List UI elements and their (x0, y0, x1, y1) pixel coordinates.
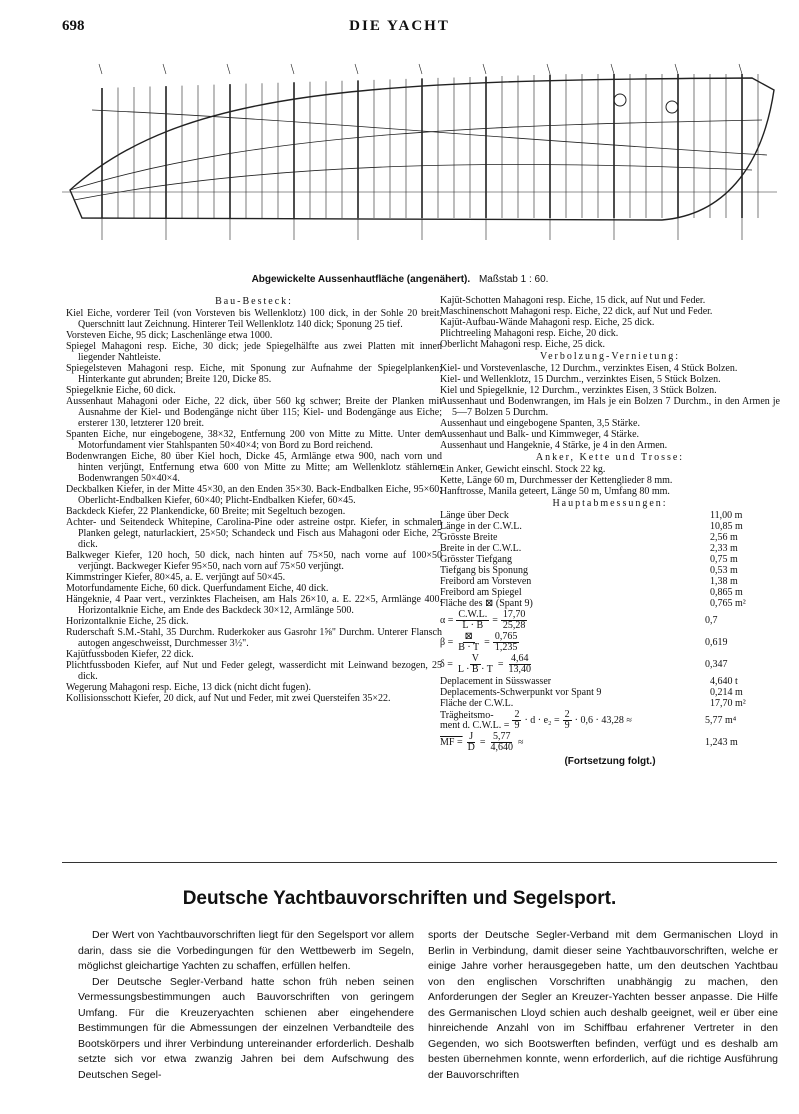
beta-num1: ⊠ (464, 631, 473, 642)
schott-entry: Plichtreeling Mahagoni resp. Eiche, 20 dick. (440, 328, 619, 339)
bau-entry: Bodenwrangen Eiche, 80 über Kiel hoch, Dicke 45, Armlänge etwa 900, nach vorn und hinten verjüngt, Entfernung etwa 600 von Mitte zu Mitte; am Wellenklotz stählerne Bodenwrangen 50×40×4. (66, 451, 442, 484)
measurement-value: 4,640 t (710, 676, 738, 687)
bau-entry: Kimmstringer Kiefer, 80×45, a. E. verjüngt auf 50×45. (66, 572, 286, 583)
measurement-label: Breite in der C.W.L. (440, 543, 522, 554)
article-paragraph-2: Der Deutsche Segler-Verband hatte schon früh neben seinen Vermessungsbestimmungen auch Bauvorschriften von geringem Umfang. Für die Kreuzeryachten schienen aber eingehendere Bestimmungen für die Abmessungen der einzelnen Verbandteile des Bootskörpers und ihrer Verbindung untereinander erforderlich. Deshalb setzte sich vor etwa zwanzig Jahren bei dem Aufschwung des Deutschen Segel- (78, 975, 414, 1081)
measurement-row (440, 532, 780, 543)
delta-formula (440, 654, 780, 675)
anker-heading: Anker, Kette und Trosse: (535, 452, 685, 463)
bau-list (66, 308, 442, 704)
bolz-entry: Aussenhaut und Bodenwrangen, im Hals je ein Bolzen 7 Durchm., in den Armen je 5—7 Bolzen 5 Durchm. (440, 396, 780, 418)
mf-eq: = (479, 737, 486, 748)
bolz-entry: Aussenhaut und Hangeknie, 4 Stärke, je 4 in den Armen. (440, 440, 668, 451)
measurement-row (440, 676, 780, 687)
alpha-value: 0,7 (705, 615, 718, 626)
alpha-num2: 17,70 (502, 609, 526, 620)
measurement-row (440, 598, 780, 609)
mf-den1: D (467, 742, 475, 753)
continued-note: (Fortsetzung folgt.) (564, 756, 656, 767)
measurement-label: Freibord am Spiegel (440, 587, 522, 598)
measurement-row (440, 698, 780, 709)
measurement-label: Grösster Tiefgang (440, 554, 512, 565)
alpha-formula (440, 610, 780, 631)
measurement-row (440, 543, 780, 554)
bolz-entry: Kiel- und Vorstevenlasche, 12 Durchm., verzinktes Eisen, 4 Stück Bolzen. (440, 363, 738, 374)
bau-entry: Spiegelknie Eiche, 60 dick. (66, 385, 176, 396)
bau-entry: Ruderschaft S.M.-Stahl, 35 Durchm. Ruderkoker aus Gasrohr 1⅝" Durchm. Unterer Flansch autogen angeschweisst, Durchmesser 3½". (66, 627, 442, 649)
measurement-value: 1,38 m (710, 576, 738, 587)
delta-eq: = (497, 659, 504, 670)
measurement-row (440, 565, 780, 576)
beta-lhs: β = (440, 637, 454, 648)
measurement-label: Tiefgang bis Sponung (440, 565, 528, 576)
traeg-label1: Trägheitsmo- (440, 709, 494, 721)
beta-formula (440, 632, 780, 653)
haupt-heading: Hauptabmessungen: (552, 498, 668, 509)
bau-entry: Spiegel Mahagoni resp. Eiche, 30 dick; jede Spiegelhälfte aus zwei Platten mit innen liegender Nahtleiste. (66, 341, 442, 363)
mf-num1: J (469, 731, 474, 742)
mf-lhs: MF = (440, 737, 463, 748)
caption-text: Abgewickelte Aussenhautfläche (angenähert). (251, 274, 471, 285)
haupt-list-2 (440, 676, 780, 709)
anker-list (440, 464, 780, 497)
mf-value: 1,243 m (705, 737, 738, 748)
figure-caption (60, 274, 740, 285)
traeg-den2: 9 (564, 720, 570, 731)
measurement-value: 10,85 m (710, 521, 743, 532)
hull-plating-drawing (62, 50, 777, 270)
bolz-entry: Kiel und Spiegelknie, 12 Durchm., verzinktes Eisen, 3 Stück Bolzen. (440, 385, 717, 396)
article-right-column (428, 928, 778, 1083)
alpha-lhs: α = (440, 615, 454, 626)
alpha-eq: = (492, 615, 498, 626)
bau-entry: Aussenhaut Mahagoni oder Eiche, 22 dick, über 560 kg schwer; Breite der Planken mit Ausnahme der Kiel- und Bodengänge nicht über 115; Kiel- und Bodengänge aus Eiche; ersterer 130, letzterer 120 breit. (66, 396, 442, 429)
bolz-entry: Aussenhaut und Balk- und Kimmweger, 4 Stärke. (440, 429, 640, 440)
beta-eq: = (484, 637, 490, 648)
bau-entry: Horizontalknie Eiche, 25 dick. (66, 616, 189, 627)
measurement-row (440, 587, 780, 598)
measurement-label: Freibord am Vorsteven (440, 576, 532, 587)
bau-besteck-column (66, 295, 442, 704)
bau-entry: Plichtfussboden Kiefer, auf Nut und Feder gelegt, wasserdicht mit Leinwand bezogen, 25 dick. (66, 660, 442, 682)
delta-num1: V (471, 653, 479, 664)
measurement-row (440, 576, 780, 587)
bau-entry: Wegerung Mahagoni resp. Eiche, 13 dick (nicht dicht fugen). (66, 682, 311, 693)
bau-entry: Achter- und Seitendeck Whitepine, Carolina-Pine oder astreine ostpr. Kiefer, in schmalen Planken gelegt, naturlackiert, 25×50; Schandeck und Fisch aus Mahagoni oder Eiche, 25 dick. (66, 517, 442, 550)
traeg-num2: 2 (564, 709, 570, 720)
bau-entry: Vorsteven Eiche, 95 dick; Laschenlänge etwa 1000. (66, 330, 273, 341)
bau-entry: Balkweger Kiefer, 120 hoch, 50 dick, nach hinten auf 75×50, nach vorne auf 100×50 verjüngt. Backweger Kiefer 95×50, nach vorn auf 75×50 verjüngt. (66, 550, 442, 572)
bolz-list (440, 363, 780, 451)
bau-entry: Spanten Eiche, nur eingebogene, 38×32, Entfernung 200 von Mitte zu Mitte. Unter dem Motorfundament vier Stahlspanten 50×40×4; von Bord zu Bord reichend. (66, 429, 442, 451)
article-title: Deutsche Yachtbauvorschriften und Segelsport. (182, 888, 617, 909)
bau-entry: Hängeknie, 4 Paar vert., verzinktes Flacheisen, am Hals 26×10, a. E. 22×5, Armlänge 400. Horizontalknie Eiche, am Ende des Backdeck 30×12, Armlänge 500. (66, 594, 442, 616)
measurement-label: Fläche des ⊠ (Spant 9) (440, 598, 533, 609)
article-paragraph-3: sports der Deutsche Segler-Verband mit dem Germanischen Lloyd in Berlin in Verbindung, damit dieser seine Yachtbauvorschriften, welche er einige Jahre vorher herausgegeben hatte, um den deutschen Yachtbau von den englischen Vorschriften unabhängig zu machen, den Anforderungen der Segler an Kreuzer-Yachten besser anpasse. Die Hilfe des Germanischen Lloyd schien auch deshalb geeignet, weil er über eine hinreichende Anzahl von im Schiffbau erfahrener Vertreter in den Gegenden, wo sich Bootswerften befinden, verfügt und es deshalb am besten übernehmen konnte, wenn erforderlich, auf die richtige Ausführung der Bauvorschriften (428, 929, 778, 1081)
delta-lhs: δ = (440, 659, 453, 670)
mf-formula (440, 732, 780, 753)
right-column (440, 295, 780, 767)
alpha-den1: L · B (462, 620, 484, 631)
beta-den1: B · T (458, 642, 480, 653)
bau-entry: Backdeck Kiefer, 22 Plankendicke, 60 Breite; mit Segeltuch bezogen. (66, 506, 346, 517)
bolz-heading: Verbolzung-Vernietung: (539, 351, 681, 362)
haupt-list (440, 510, 780, 609)
bau-entry: Kiel Eiche, vorderer Teil (von Vorsteven bis Wellenklotz) 100 dick, in der Sohle 20 breit. Querschnitt laut Zeichnung. Hinterer Teil Wellenklotz 140 dick; Sponung 25 tief. (66, 308, 442, 330)
delta-value: 0,347 (705, 659, 728, 670)
traegheit-formula (440, 710, 780, 731)
measurement-value: 0,75 m (710, 554, 738, 565)
measurement-label: Grösste Breite (440, 532, 498, 543)
traeg-mid: · d · e₂ = (524, 715, 560, 726)
bau-entry: Spiegelsteven Mahagoni resp. Eiche, mit Sponung zur Aufnahme der Spiegelplanken; Hinterkante gut abrunden; Breite 120, Dicke 85. (66, 363, 442, 385)
schott-list (440, 295, 780, 350)
traeg-value: 5,77 m⁴ (705, 715, 737, 726)
alpha-num1: C.W.L. (458, 609, 488, 620)
schott-entry: Maschinenschott Mahagoni resp. Eiche, 22 dick, auf Nut und Feder. (440, 306, 713, 317)
article-paragraph-1: Der Wert von Yachtbauvorschriften liegt für den Segelsport vor allem darin, dass sie die Vorbedingungen für den Wettbewerb im Segeln, möglichst gleichartige Yachten zu schaffen, erfüllen helfen. (78, 929, 414, 972)
measurement-label: Länge in der C.W.L. (440, 521, 522, 532)
traeg-den1: 9 (514, 720, 520, 731)
schott-entry: Kajüt-Aufbau-Wände Mahagoni resp. Eiche, 25 dick. (440, 317, 655, 328)
anker-entry: Kette, Länge 60 m, Durchmesser der Kettenglieder 8 mm. (440, 475, 673, 486)
mf-tail: ≈ (517, 737, 524, 748)
bau-entry: Motorfundamente Eiche, 60 dick. Querfundament Eiche, 40 dick. (66, 583, 329, 594)
measurement-row (440, 687, 780, 698)
measurement-value: 0,765 m² (710, 598, 746, 609)
measurement-value: 0,214 m (710, 687, 743, 698)
bau-entry: Kollisionsschott Kiefer, 20 dick, auf Nut und Feder, mit zwei Quersteifen 35×22. (66, 693, 391, 704)
beta-num2: 0,765 (494, 631, 518, 642)
measurement-label: Deplacements-Schwerpunkt vor Spant 9 (440, 687, 602, 698)
measurement-value: 0,53 m (710, 565, 738, 576)
measurement-row (440, 521, 780, 532)
delta-den1: L · B · T (457, 664, 493, 675)
mf-num2: 5,77 (492, 731, 511, 742)
beta-den2: 1,235 (494, 642, 518, 653)
measurement-row (440, 554, 780, 565)
beta-value: 0,619 (705, 637, 728, 648)
measurement-label: Deplacement in Süsswasser (440, 676, 552, 687)
traeg-label2: ment d. C.W.L. = (440, 719, 510, 731)
delta-den2: 13,40 (508, 664, 531, 675)
measurement-value: 11,00 m (710, 510, 743, 521)
measurement-value: 0,865 m (710, 587, 743, 598)
alpha-den2: 25,28 (502, 620, 526, 631)
measurement-value: 2,56 m (710, 532, 738, 543)
measurement-label: Länge über Deck (440, 510, 509, 521)
measurement-row (440, 510, 780, 521)
section-divider (62, 862, 777, 863)
bolz-entry: Aussenhaut und eingebogene Spanten, 3,5 Stärke. (440, 418, 640, 429)
measurement-value: 2,33 m (710, 543, 738, 554)
measurement-value: 17,70 m² (710, 698, 746, 709)
bolz-entry: Kiel- und Wellenklotz, 15 Durchm., verzinktes Eisen, 5 Stück Bolzen. (440, 374, 721, 385)
schott-entry: Kajüt-Schotten Mahagoni resp. Eiche, 15 dick, auf Nut und Feder. (440, 295, 706, 306)
mf-den2: 4,640 (490, 742, 513, 753)
bau-heading: Bau-Besteck: (215, 296, 293, 307)
page-number: 698 (62, 18, 85, 34)
article-left-column (78, 928, 414, 1083)
schott-entry: Oberlicht Mahagoni resp. Eiche, 25 dick. (440, 339, 605, 350)
anker-entry: Ein Anker, Gewicht einschl. Stock 22 kg. (440, 464, 606, 475)
delta-num2: 4,64 (511, 653, 529, 664)
measurement-label: Fläche der C.W.L. (440, 698, 514, 709)
traeg-num1: 2 (514, 709, 520, 720)
traeg-tail: · 0,6 · 43,28 ≈ (574, 715, 632, 726)
anker-entry: Hanftrosse, Manila geteert, Länge 50 m, Umfang 80 mm. (440, 486, 670, 497)
bau-entry: Kajütfussboden Kiefer, 22 dick. (66, 649, 194, 660)
caption-scale: Maßstab 1 : 60. (478, 274, 549, 285)
running-head: DIE YACHT (349, 18, 450, 34)
bau-entry: Deckbalken Kiefer, in der Mitte 45×30, an den Enden 35×30. Back-Endbalken Eiche, 95×60; Oberlicht-Endbalken Kiefer, 60×40; Plicht-Endbalken Kiefer, 60×45. (66, 484, 442, 506)
